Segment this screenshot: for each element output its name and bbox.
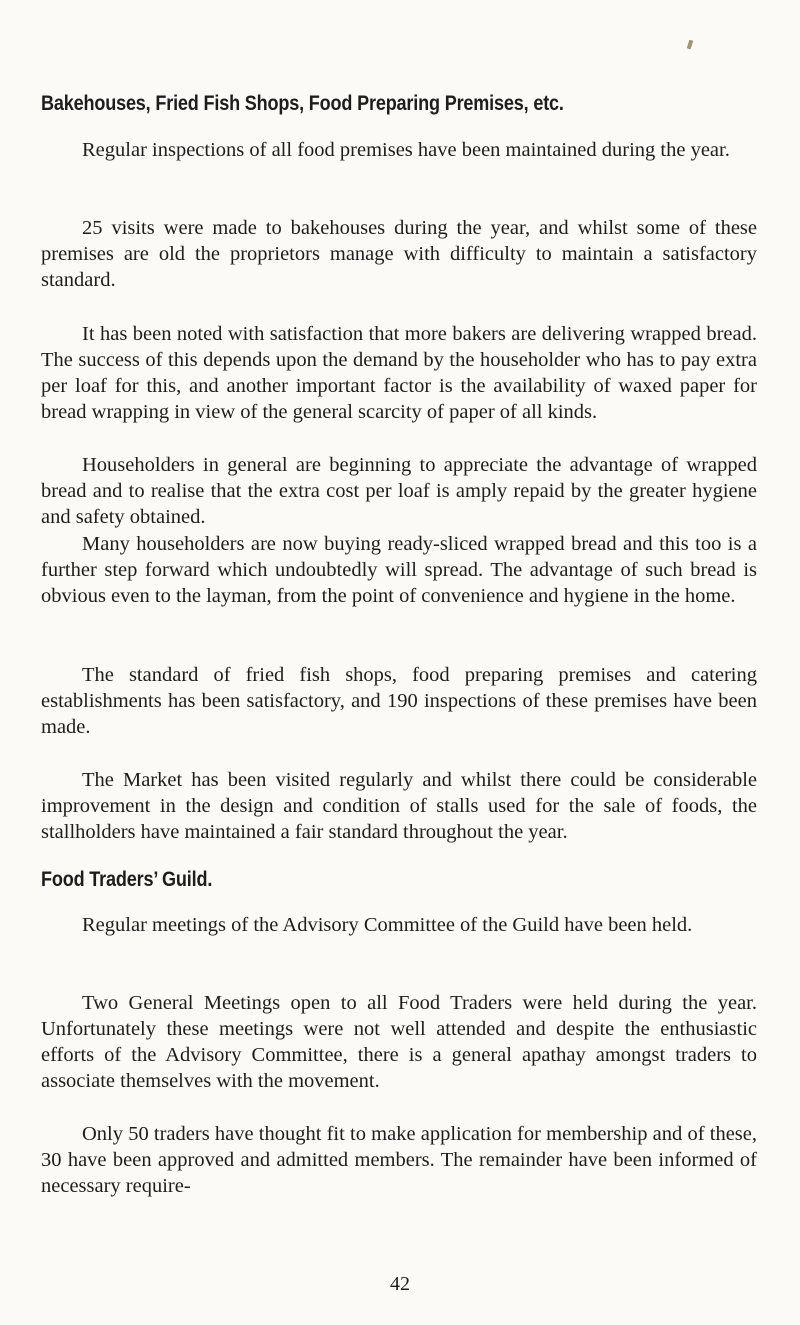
paragraph: Only 50 traders have thought fit to make application for membership and of these, 30 have been approved and admitted members. The remainder have been informed of necessary require- xyxy=(41,1123,757,1197)
paragraph: Many householders are now buying ready-sliced wrapped bread and this too is a further step forward which undoubtedly will spread. The advantage of such bread is obvious even to the layman, from the point of convenience and hygiene in the home. xyxy=(41,533,757,607)
paragraph: The standard of fried fish shops, food preparing premises and catering establishments has been satisfactory, and 190 inspections of these premises have been made. xyxy=(41,664,757,738)
paragraph: Two General Meetings open to all Food Traders were held during the year. Unfortunately these meetings were not well attended and despite the enthusiastic efforts of the Advisory Committee, there is a general apathay amongst traders to associate themselves with the movement. xyxy=(41,992,757,1092)
ink-mark xyxy=(687,40,694,50)
section-heading-bakehouses: Bakehouses, Fried Fish Shops, Food Preparing Premises, etc. xyxy=(41,92,564,115)
page-number: 42 xyxy=(390,1273,410,1295)
paragraph: It has been noted with satisfaction that more bakers are delivering wrapped bread. The success of this depends upon the demand by the householder who has to pay extra per loaf for this, and another important factor is the availability of waxed paper for bread wrapping in view of the general scarcity of paper of all kinds. xyxy=(41,323,757,423)
paragraph: Householders in general are beginning to appreciate the advantage of wrapped bread and to realise that the extra cost per loaf is amply repaid by the greater hygiene and safety obtained. xyxy=(41,454,757,528)
paragraph: Regular meetings of the Advisory Committee of the Guild have been held. xyxy=(82,914,693,936)
paragraph: 25 visits were made to bakehouses during the year, and whilst some of these premises are old the proprietors manage with difficulty to maintain a satisfactory standard. xyxy=(41,217,757,291)
paragraph: The Market has been visited regularly and whilst there could be considerable improvement in the design and condition of stalls used for the sale of foods, the stallholders have maintained a fair standard throughout the year. xyxy=(41,769,757,843)
paragraph: Regular inspections of all food premises have been maintained during the year. xyxy=(82,139,730,161)
section-heading-food-traders-guild: Food Traders’ Guild. xyxy=(41,868,213,891)
